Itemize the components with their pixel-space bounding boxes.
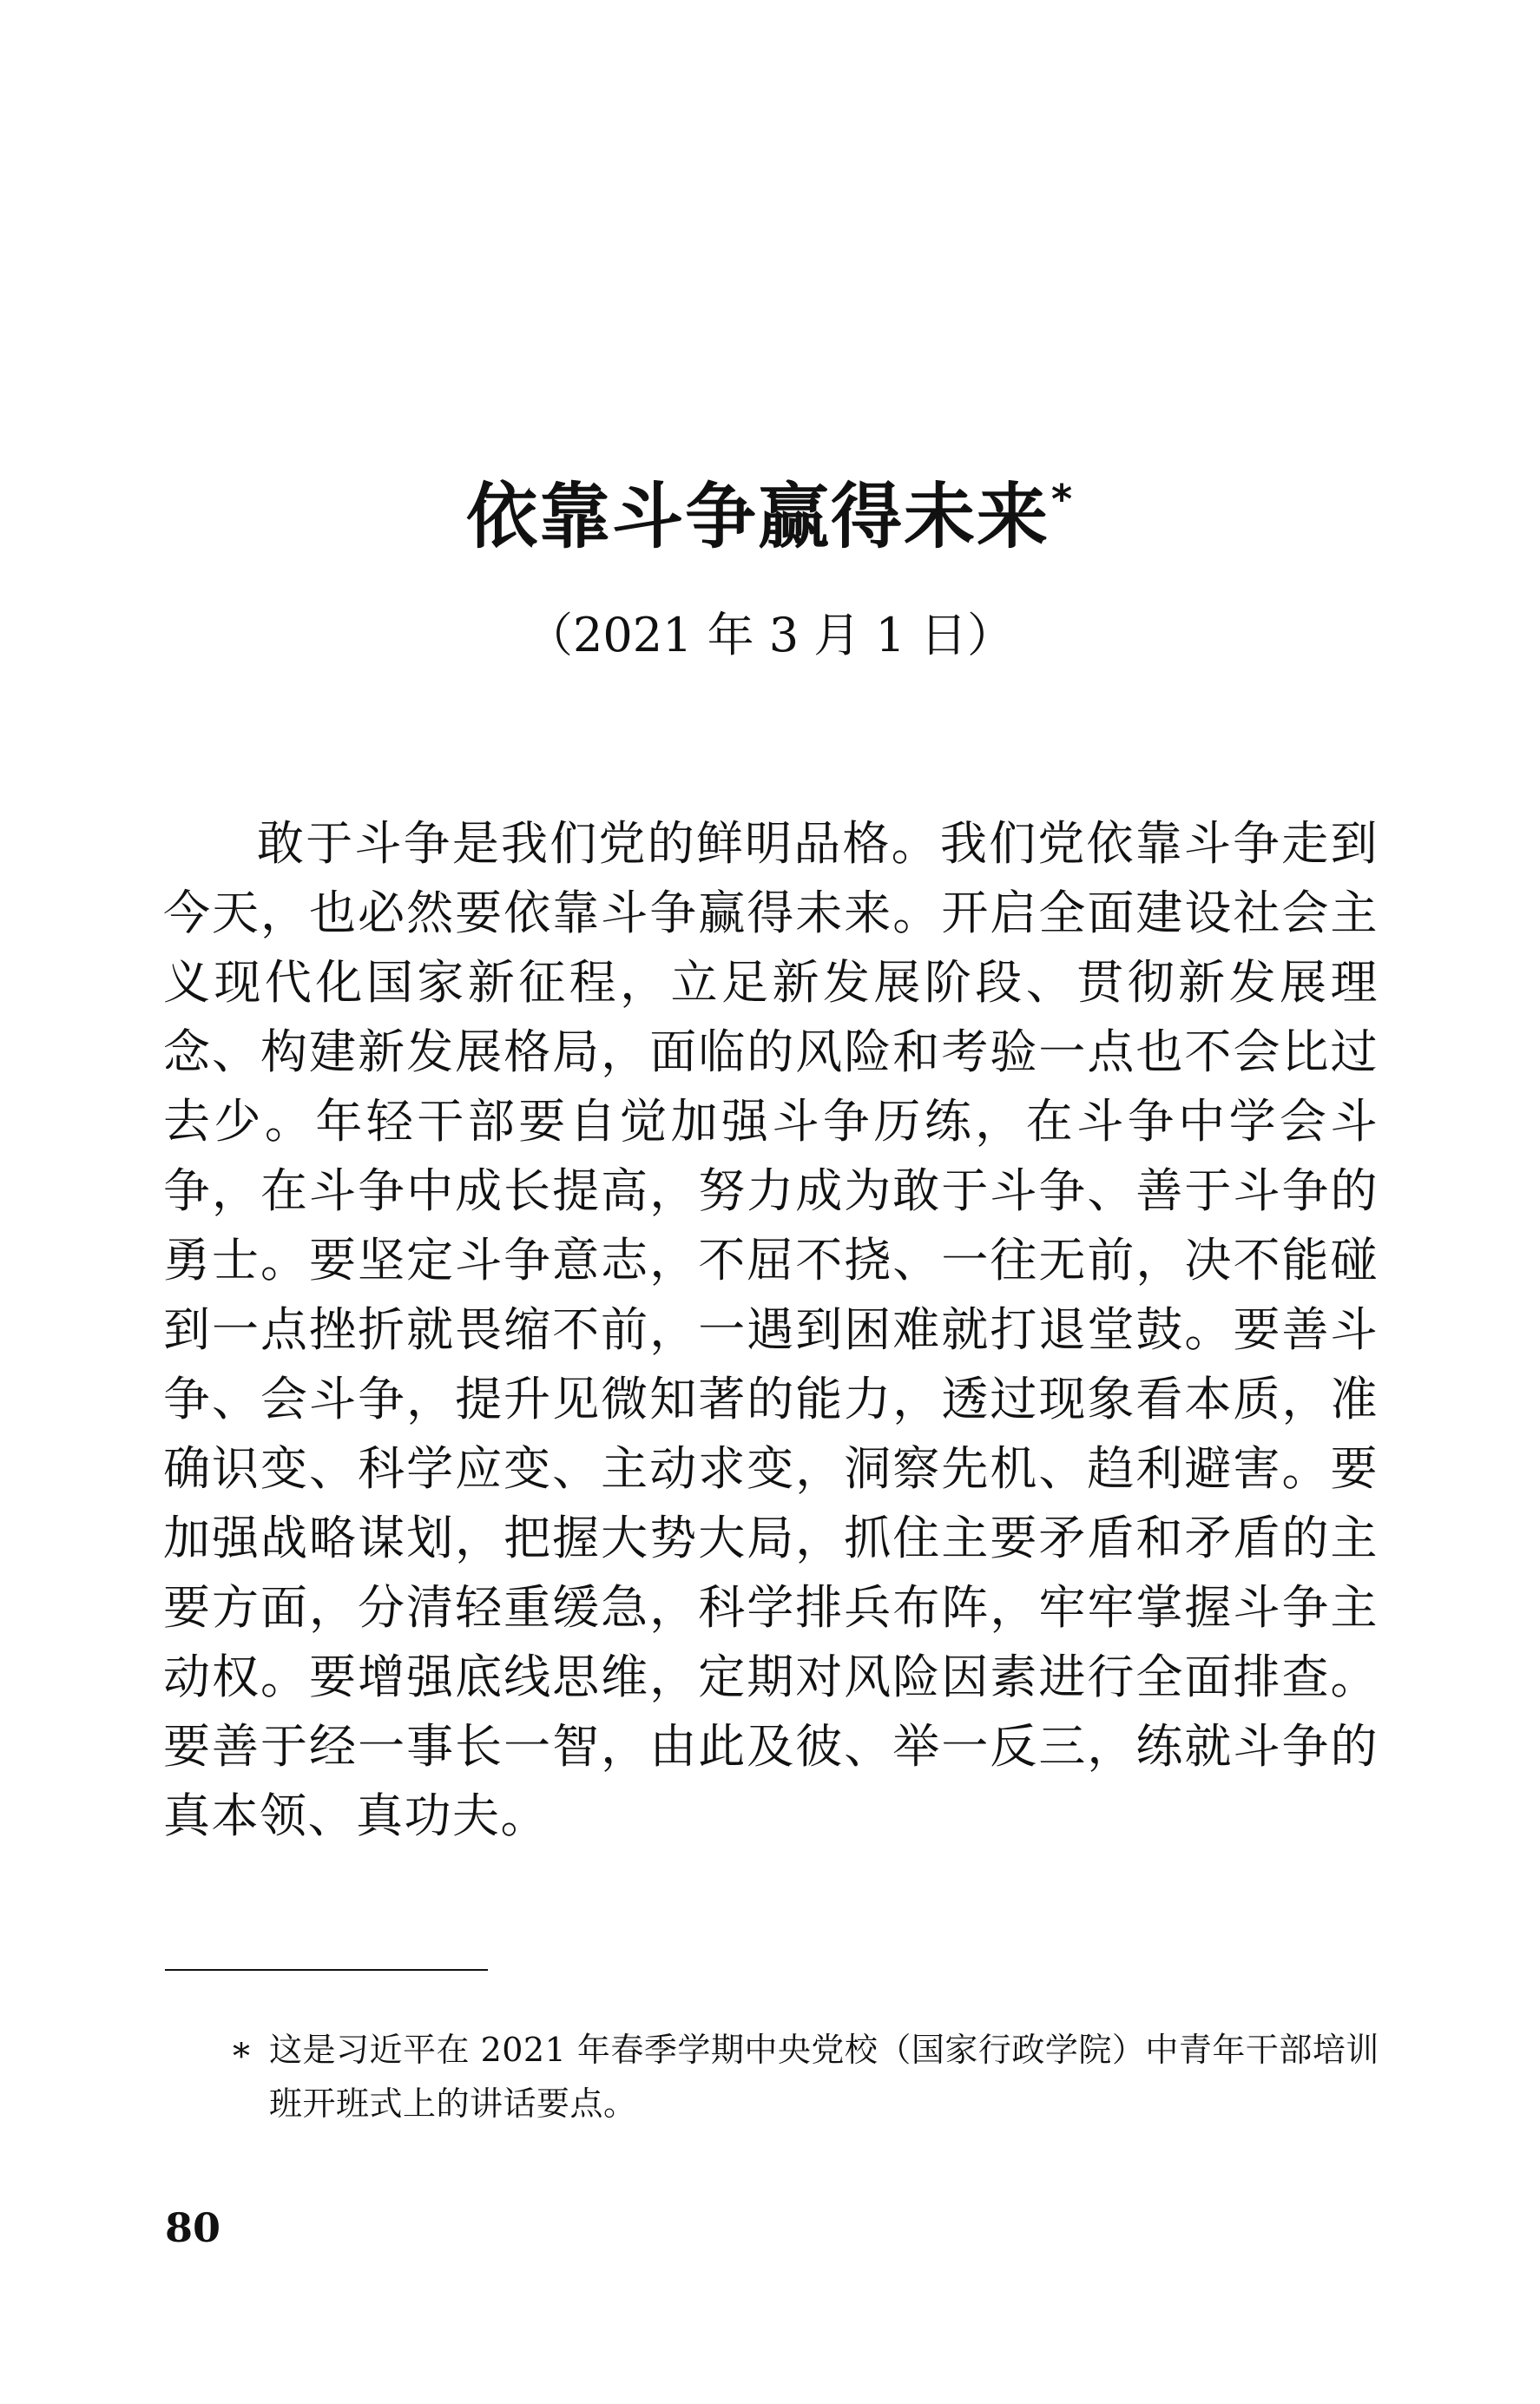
footnote-mark: * xyxy=(233,2037,250,2077)
body-paragraph: 敢于斗争是我们党的鲜明品格。我们党依靠斗争走到今天，也必然要依靠斗争赢得未来。开启全面建设社会主义现代化国家新征程，立足新发展阶段、贯彻新发展理念、构建新发展格局，面临的风险和考验一点也不会比过去少。年轻干部要自觉加强斗争历练，在斗争中学会斗争，在斗争中成长提高，努力成为敢于斗争、善于斗争的勇士。要坚定斗争意志，不屈不挠、一往无前，决不能碰到一点挫折就畏缩不前，一遇到困难就打退堂鼓。要善斗争、会斗争，提升见微知著的能力，透过现象看本质，准确识变、科学应变、主动求变，洞察先机、趋利避害。要加强战略谋划，把握大势大局，抓住主要矛盾和矛盾的主要方面，分清轻重缓急，科学排兵布阵，牢牢掌握斗争主动权。要增强底线思维，定期对风险因素进行全面排查。要善于经一事长一智，由此及彼、举一反三，练就斗争的真本领、真功夫。 xyxy=(163,816,1379,1843)
page-number: 80 xyxy=(165,2204,221,2251)
speech-date: （2021 年 3 月 1 日） xyxy=(526,608,1014,662)
title-text: 依靠斗争赢得未来 xyxy=(465,476,1050,558)
page-title xyxy=(0,451,1540,565)
footnote-reference-mark: * xyxy=(1050,476,1075,523)
footnote-text: 这是习近平在 2021 年春季学期中央党校（国家行政学院）中青年干部培训班开班式上的讲话要点。 xyxy=(269,2031,1379,2123)
footnote-divider xyxy=(165,1969,488,1971)
